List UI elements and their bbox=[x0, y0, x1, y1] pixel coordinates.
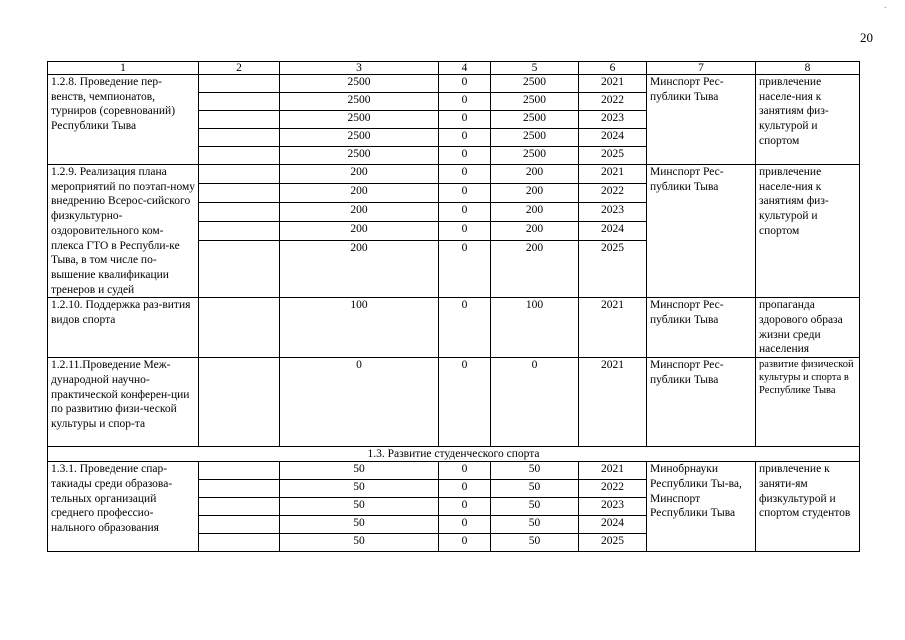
amount-regional: 200 bbox=[491, 240, 579, 298]
amount-total: 50 bbox=[280, 516, 439, 534]
section-row bbox=[48, 447, 860, 462]
empty-cell bbox=[199, 183, 280, 202]
amount-federal: 0 bbox=[439, 480, 491, 498]
amount-regional: 50 bbox=[491, 516, 579, 534]
activity-name: 1.2.10. Поддержка раз-вития видов спорта bbox=[48, 298, 199, 358]
section-title: 1.3. Развитие студенческого спорта bbox=[48, 447, 860, 462]
year: 2025 bbox=[579, 240, 647, 298]
amount-total: 2500 bbox=[280, 129, 439, 147]
page-number: 20 bbox=[860, 30, 873, 45]
table-row bbox=[48, 462, 860, 480]
expected-result: привлечение населе-ния к занятиям физ-культурой и спортом bbox=[756, 75, 860, 165]
empty-cell bbox=[199, 111, 280, 129]
activity-name: 1.2.8. Проведение пер-венств, чемпионатов, турниров (соревнований) Республики Тыва bbox=[48, 75, 199, 165]
activity-name: 1.2.9. Реализация плана мероприятий по поэтап-ному внедрению Всерос-сийского физкультурно-оздоровительного ком-плекса ГТО в Республи-ке Тыва, в том числе по-вышение квалификации тренеров и судей bbox=[48, 165, 199, 298]
amount-federal: 0 bbox=[439, 147, 491, 165]
year: 2023 bbox=[579, 498, 647, 516]
expected-result: привлечение населе-ния к занятиям физ-культурой и спортом bbox=[756, 165, 860, 298]
year: 2024 bbox=[579, 129, 647, 147]
empty-cell bbox=[199, 147, 280, 165]
amount-regional: 200 bbox=[491, 202, 579, 221]
year: 2021 bbox=[579, 298, 647, 358]
year: 2021 bbox=[579, 165, 647, 184]
year: 2024 bbox=[579, 516, 647, 534]
amount-total: 100 bbox=[280, 298, 439, 358]
amount-federal: 0 bbox=[439, 298, 491, 358]
header-cell: 4 bbox=[439, 62, 491, 75]
empty-cell bbox=[199, 298, 280, 358]
amount-total: 200 bbox=[280, 165, 439, 184]
amount-total: 50 bbox=[280, 480, 439, 498]
year: 2025 bbox=[579, 534, 647, 552]
executor: Минобрнауки Республики Ты-ва, Минспорт Республики Тыва bbox=[647, 462, 756, 552]
amount-regional: 50 bbox=[491, 498, 579, 516]
amount-regional: 50 bbox=[491, 462, 579, 480]
amount-federal: 0 bbox=[439, 111, 491, 129]
empty-cell bbox=[199, 221, 280, 240]
amount-federal: 0 bbox=[439, 462, 491, 480]
empty-cell bbox=[199, 498, 280, 516]
amount-federal: 0 bbox=[439, 498, 491, 516]
amount-total: 2500 bbox=[280, 93, 439, 111]
amount-federal: 0 bbox=[439, 75, 491, 93]
executor: Минспорт Рес-публики Тыва bbox=[647, 298, 756, 358]
amount-federal: 0 bbox=[439, 516, 491, 534]
empty-cell bbox=[199, 202, 280, 221]
year: 2021 bbox=[579, 358, 647, 447]
amount-regional: 0 bbox=[491, 358, 579, 447]
empty-cell bbox=[199, 462, 280, 480]
expected-result: развитие физической культуры и спорта в Республике Тыва bbox=[756, 358, 860, 447]
empty-cell bbox=[199, 165, 280, 184]
year: 2022 bbox=[579, 93, 647, 111]
year: 2022 bbox=[579, 183, 647, 202]
header-cell: 6 bbox=[579, 62, 647, 75]
year: 2023 bbox=[579, 111, 647, 129]
program-table bbox=[47, 61, 860, 552]
amount-federal: 0 bbox=[439, 221, 491, 240]
amount-regional: 50 bbox=[491, 534, 579, 552]
amount-total: 200 bbox=[280, 240, 439, 298]
empty-cell bbox=[199, 358, 280, 447]
activity-name: 1.3.1. Проведение спар-такиады среди образова-тельных организаций среднего профессио-нального образования bbox=[48, 462, 199, 552]
amount-federal: 0 bbox=[439, 358, 491, 447]
table-row bbox=[48, 165, 860, 184]
empty-cell bbox=[199, 480, 280, 498]
amount-total: 2500 bbox=[280, 75, 439, 93]
expected-result: привлечение к заняти-ям физкультурой и спортом студентов bbox=[756, 462, 860, 552]
header-cell: 2 bbox=[199, 62, 280, 75]
amount-regional: 2500 bbox=[491, 75, 579, 93]
amount-total: 0 bbox=[280, 358, 439, 447]
header-cell: 3 bbox=[280, 62, 439, 75]
amount-total: 50 bbox=[280, 462, 439, 480]
amount-total: 200 bbox=[280, 183, 439, 202]
year: 2022 bbox=[579, 480, 647, 498]
year: 2021 bbox=[579, 462, 647, 480]
year: 2021 bbox=[579, 75, 647, 93]
year: 2023 bbox=[579, 202, 647, 221]
amount-regional: 2500 bbox=[491, 93, 579, 111]
amount-regional: 200 bbox=[491, 165, 579, 184]
amount-regional: 200 bbox=[491, 183, 579, 202]
empty-cell bbox=[199, 240, 280, 298]
amount-total: 2500 bbox=[280, 111, 439, 129]
amount-total: 2500 bbox=[280, 147, 439, 165]
header-cell: 8 bbox=[756, 62, 860, 75]
page-corner-mark: . bbox=[884, 0, 887, 11]
table-row bbox=[48, 358, 860, 447]
amount-total: 50 bbox=[280, 534, 439, 552]
expected-result: пропаганда здорового образа жизни среди населения bbox=[756, 298, 860, 358]
empty-cell bbox=[199, 93, 280, 111]
amount-regional: 2500 bbox=[491, 111, 579, 129]
amount-total: 200 bbox=[280, 221, 439, 240]
table-row bbox=[48, 298, 860, 358]
amount-regional: 2500 bbox=[491, 147, 579, 165]
header-cell: 5 bbox=[491, 62, 579, 75]
amount-regional: 200 bbox=[491, 221, 579, 240]
amount-federal: 0 bbox=[439, 93, 491, 111]
amount-federal: 0 bbox=[439, 183, 491, 202]
empty-cell bbox=[199, 75, 280, 93]
year: 2024 bbox=[579, 221, 647, 240]
amount-total: 50 bbox=[280, 498, 439, 516]
amount-federal: 0 bbox=[439, 240, 491, 298]
executor: Минспорт Рес-публики Тыва bbox=[647, 165, 756, 298]
amount-total: 200 bbox=[280, 202, 439, 221]
executor: Минспорт Рес-публики Тыва bbox=[647, 75, 756, 165]
executor: Минспорт Рес-публики Тыва bbox=[647, 358, 756, 447]
amount-regional: 100 bbox=[491, 298, 579, 358]
table-row bbox=[48, 75, 860, 93]
amount-regional: 2500 bbox=[491, 129, 579, 147]
header-cell: 1 bbox=[48, 62, 199, 75]
activity-name: 1.2.11.Проведение Меж-дународной научно-практической конферен-ции по развитию физи-ческой культуры и спор-та bbox=[48, 358, 199, 447]
empty-cell bbox=[199, 534, 280, 552]
header-row bbox=[48, 62, 860, 75]
amount-federal: 0 bbox=[439, 165, 491, 184]
header-cell: 7 bbox=[647, 62, 756, 75]
amount-regional: 50 bbox=[491, 480, 579, 498]
amount-federal: 0 bbox=[439, 129, 491, 147]
empty-cell bbox=[199, 516, 280, 534]
amount-federal: 0 bbox=[439, 202, 491, 221]
empty-cell bbox=[199, 129, 280, 147]
year: 2025 bbox=[579, 147, 647, 165]
amount-federal: 0 bbox=[439, 534, 491, 552]
